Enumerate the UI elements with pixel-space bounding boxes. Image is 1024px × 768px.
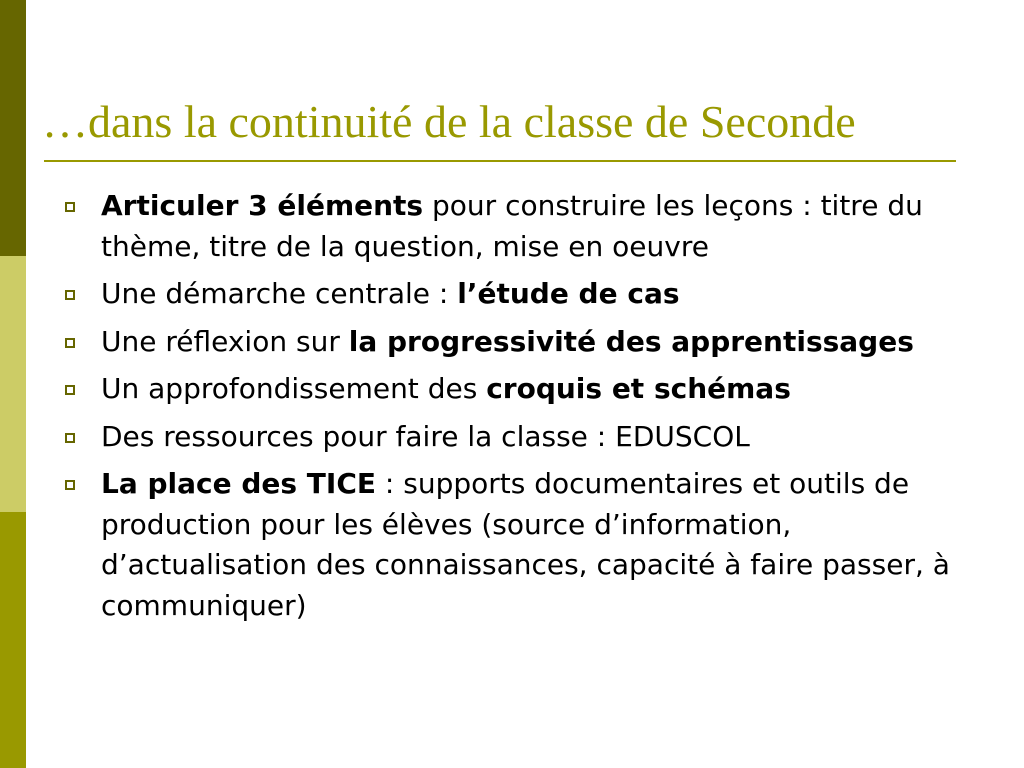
bullet-text-regular: pour construire les leçons : titre du thème, titre de la question, mise en oeuvre: [101, 189, 923, 263]
bullet-text-regular: Une démarche centrale :: [101, 277, 458, 310]
bullet-item: [62, 186, 957, 267]
bullet-text: [101, 467, 950, 622]
bullet-text-bold: la progressivité des apprentissages: [348, 324, 914, 358]
sidebar-band-middle: [0, 256, 26, 512]
bullet-item: [62, 274, 957, 315]
square-bullet-icon: [65, 202, 75, 212]
square-bullet-icon: [65, 480, 75, 490]
bullet-list: [62, 186, 957, 633]
sidebar-band-top: [0, 0, 26, 256]
sidebar-band-bottom: [0, 512, 26, 768]
bullet-item: [62, 464, 957, 626]
bullet-text: [101, 420, 750, 453]
bullet-text: [101, 277, 680, 310]
bullet-text: [101, 325, 914, 358]
bullet-text-regular: Des ressources pour faire la classe : EDUSCOL: [101, 419, 750, 453]
square-bullet-icon: [65, 290, 75, 300]
title-underline: [44, 160, 956, 162]
bullet-item: [62, 369, 957, 410]
square-bullet-icon: [65, 338, 75, 348]
bullet-text-regular: : supports documentaires et outils de production pour les élèves (source d’information, d’actualisation des connaissances, capacité à faire passer, à communiquer): [101, 467, 950, 622]
bullet-text-bold: l’étude de cas: [457, 277, 680, 310]
square-bullet-icon: [65, 433, 75, 443]
bullet-item: [62, 322, 957, 363]
square-bullet-icon: [65, 385, 75, 395]
bullet-text: [101, 189, 923, 263]
bullet-text: [101, 372, 791, 405]
bullet-text-bold: Articuler 3 éléments: [101, 189, 424, 222]
bullet-text-regular: Une réflexion sur: [101, 324, 349, 358]
bullet-text-bold: La place des TICE: [101, 467, 376, 500]
bullet-item: [62, 417, 957, 458]
bullet-text-bold: croquis et schémas: [486, 372, 791, 405]
slide-title: …dans la continuité de la classe de Seconde: [42, 96, 856, 147]
bullet-text-regular: Un approfondissement des: [101, 372, 487, 405]
